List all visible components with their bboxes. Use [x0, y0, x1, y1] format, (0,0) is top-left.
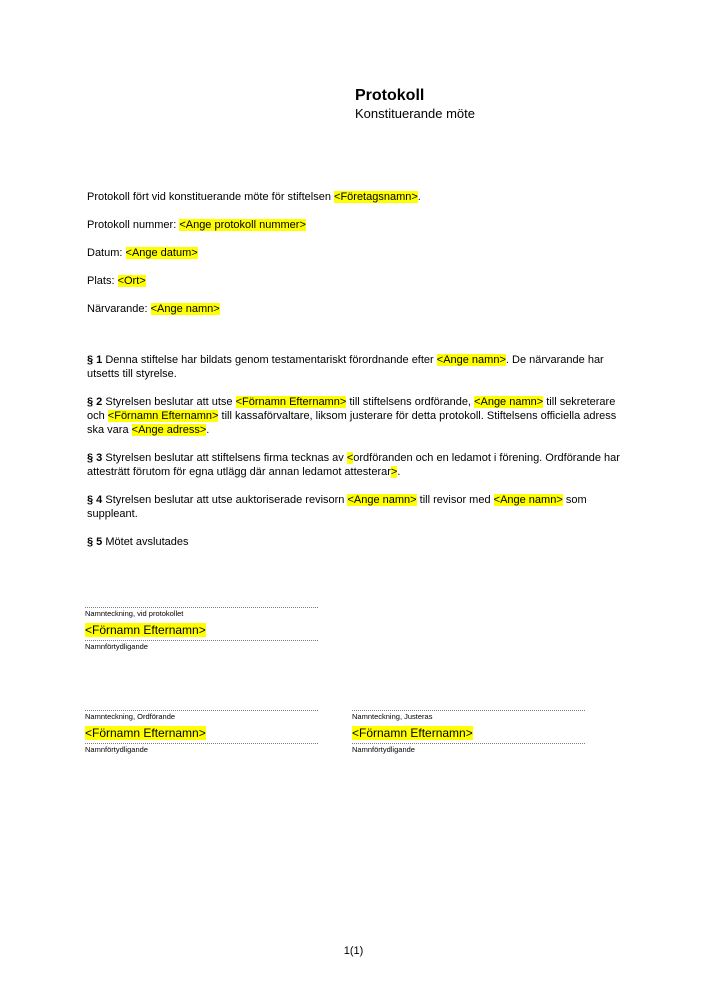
opening-period: .: [417, 191, 421, 203]
field-place-label: Plats:: [87, 275, 118, 287]
signature-role-label: Namnteckning, Justeras: [352, 712, 433, 721]
signature-name: [352, 726, 585, 741]
section-2-paragraph: [87, 395, 620, 437]
placeholder-place: <Ort>: [117, 275, 146, 287]
placeholder-date: <Ange datum>: [125, 247, 198, 259]
section-1-number: § 1: [87, 354, 103, 366]
document-subtitle: Konstituerande möte: [355, 106, 475, 121]
field-date-label: Datum:: [87, 247, 126, 259]
placeholder-treasurer-name: <Förnamn Efternamn>: [107, 410, 219, 422]
section-2-text-b: till stiftelsens ordförande,: [346, 396, 475, 408]
document-title: Protokoll: [355, 87, 425, 104]
placeholder-signature-name-ordforande: <Förnamn Efternamn>: [85, 726, 206, 740]
signature-name: [85, 623, 318, 638]
placeholder-founder-name: <Ange namn>: [436, 354, 506, 366]
placeholder-deputy-auditor-name: <Ange namn>: [493, 494, 563, 506]
placeholder-signature-name-protokollet: <Förnamn Efternamn>: [85, 623, 206, 637]
signature-role-label: Namnteckning, vid protokollet: [85, 609, 184, 618]
section-2-text-c: till sekreterare och: [87, 396, 616, 422]
field-attendees: [87, 302, 620, 316]
section-2-period: .: [206, 424, 210, 436]
placeholder-close-bracket: >: [390, 466, 398, 478]
section-5-number: § 5: [87, 536, 103, 548]
placeholder-secretary-name: <Ange namn>: [474, 396, 544, 408]
section-3-text-b: ordföranden och en ledamot i förening. Ordförande har attesträtt förutom för egna utlägg där annan ledamot attesterar: [87, 452, 620, 478]
placeholder-signature-name-justeras: <Förnamn Efternamn>: [352, 726, 473, 740]
section-5-text: Mötet avslutades: [102, 536, 189, 548]
document-header: [355, 86, 475, 122]
section-1-paragraph: [87, 353, 620, 381]
placeholder-company-name: <Företagsnamn>: [334, 191, 418, 203]
signature-block-justeras: [352, 710, 585, 755]
placeholder-protocol-number: <Ange protokoll nummer>: [179, 219, 306, 231]
section-2-text-a: Styrelsen beslutar att utse: [102, 396, 236, 408]
section-1-text-a: Denna stiftelse har bildats genom testamentariskt förordnande efter: [102, 354, 437, 366]
signature-clarification-label: Namnförtydligande: [352, 745, 415, 754]
opening-text: Protokoll fört vid konstituerande möte för stiftelsen: [87, 191, 335, 203]
placeholder-auditor-name: <Ange namn>: [347, 494, 417, 506]
opening-paragraph: [87, 190, 620, 204]
section-4-text-b: till revisor med: [416, 494, 494, 506]
field-place: [87, 274, 620, 288]
signature-clarification-label: Namnförtydligande: [85, 642, 148, 651]
field-protocol-number: [87, 218, 620, 232]
placeholder-chairman-name: <Förnamn Efternamn>: [235, 396, 347, 408]
section-4-text-c: som suppleant.: [87, 494, 587, 520]
document-body: [87, 190, 620, 563]
signature-clarification-label: Namnförtydligande: [85, 745, 148, 754]
section-4-paragraph: [87, 493, 620, 521]
section-5-paragraph: [87, 535, 620, 549]
signature-role-label: Namnteckning, Ordförande: [85, 712, 176, 721]
section-2-number: § 2: [87, 396, 103, 408]
placeholder-attendees: <Ange namn>: [150, 303, 220, 315]
section-2-text-d: till kassaförvaltare, liksom justerare för detta protokoll. Stiftelsens officiella adress ska vara: [87, 410, 617, 436]
signature-block-ordforande: [85, 710, 318, 755]
placeholder-open-bracket: <: [346, 452, 354, 464]
section-1-text-b: . De närvarande har utsetts till styrelse.: [87, 354, 604, 380]
section-3-text-a: Styrelsen beslutar att stiftelsens firma tecknas av: [102, 452, 347, 464]
signature-name: [85, 726, 318, 741]
section-4-text-a: Styrelsen beslutar att utse auktoriserade revisorn: [102, 494, 348, 506]
section-3-paragraph: [87, 451, 620, 479]
field-protocol-number-label: Protokoll nummer:: [87, 219, 180, 231]
page-number: 1(1): [343, 945, 364, 957]
placeholder-address: <Ange adress>: [131, 424, 207, 436]
field-date: [87, 246, 620, 260]
field-attendees-label: Närvarande:: [87, 303, 151, 315]
section-3-period: .: [397, 466, 401, 478]
section-4-number: § 4: [87, 494, 103, 506]
section-3-number: § 3: [87, 452, 103, 464]
signature-block-protokollet: [85, 607, 318, 652]
